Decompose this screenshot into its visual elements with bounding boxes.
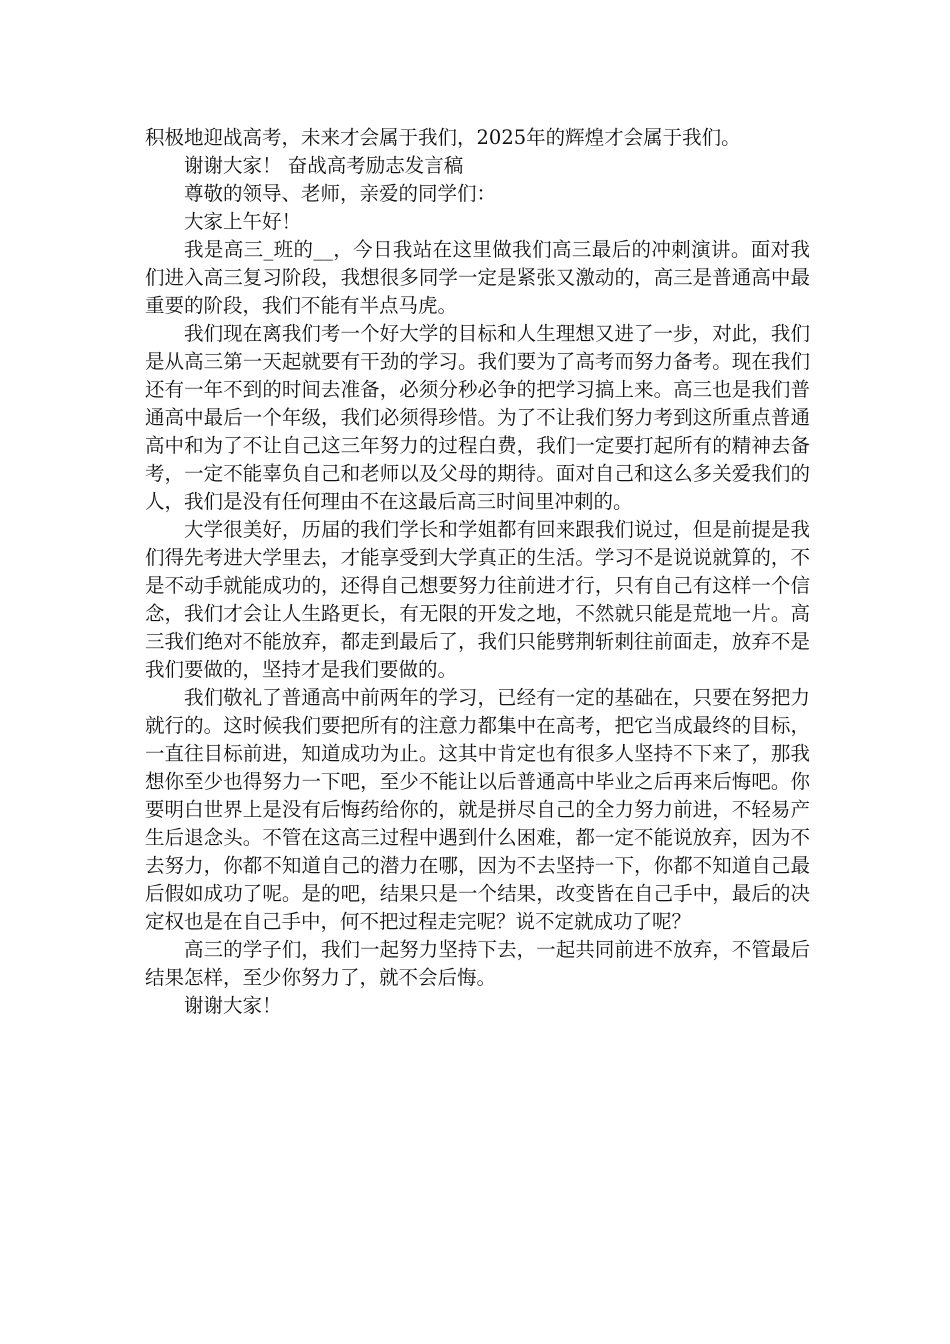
salutation: 尊敬的领导、老师，亲爱的同学们： (184, 182, 497, 205)
document-body (145, 124, 810, 1020)
greeting: 大家上午好！ (184, 210, 302, 233)
closing: 谢谢大家！ (184, 994, 282, 1017)
paragraph: 积极地迎战高考，未来才会属于我们，2025年的辉煌才会属于我们。 (145, 126, 741, 149)
paragraph: 谢谢大家！ 奋战高考励志发言稿 (184, 154, 464, 177)
paragraph: 我们现在离我们考一个好大学的目标和人生理想又进了一步，对此，我们是从高三第一天起就要有干劲的学习。我们要为了高考而努力备考。现在我们还有一年不到的时间去准备，必须分秒必争的把学习搞上来。高三也是我们普通高中最后一个年级，我们必须得珍惜。为了不让我们努力考到这所重点普通高中和为了不让自己这三年努力的过程白费，我们一定要打起所有的精神去备考，一定不能辜负自己和老师以及父母的期待。面对自己和这么多关爱我们的人，我们是没有任何理由不在这最后高三时间里冲刺的。 (145, 322, 810, 513)
paragraph: 高三的学子们，我们一起努力坚持下去，一起共同前进不放弃，不管最后结果怎样，至少你努力了，就不会后悔。 (145, 938, 810, 989)
paragraph: 我是高三_班的__，今日我站在这里做我们高三最后的冲刺演讲。面对我们进入高三复习阶段，我想很多同学一定是紧张又激动的，高三是普通高中最重要的阶段，我们不能有半点马虎。 (145, 238, 810, 317)
paragraph: 我们敬礼了普通高中前两年的学习，已经有一定的基础在，只要在努把力就行的。这时候我们要把所有的注意力都集中在高考，把它当成最终的目标，一直往目标前进，知道成功为止。这其中肯定也有很多人坚持不下来了，那我想你至少也得努力一下吧，至少不能让以后普通高中毕业之后再来后悔吧。你要明白世界上是没有后悔药给你的，就是拼尽自己的全力努力前进，不轻易产生后退念头。不管在这高三过程中遇到什么困难，都一定不能说放弃，因为不去努力，你都不知道自己的潜力在哪，因为不去坚持一下，你都不知道自己最后假如成功了呢。是的吧，结果只是一个结果，改变皆在自己手中，最后的决定权也是在自己手中，何不把过程走完呢？说不定就成功了呢？ (145, 686, 810, 933)
paragraph: 大学很美好，历届的我们学长和学姐都有回来跟我们说过，但是前提是我们得先考进大学里去，才能享受到大学真正的生活。学习不是说说就算的，不是不动手就能成功的，还得自己想要努力往前进才行，只有自己有这样一个信念，我们才会让人生路更长，有无限的开发之地，不然就只能是荒地一片。高三我们绝对不能放弃，都走到最后了，我们只能劈荆斩刺往前面走，放弃不是我们要做的，坚持才是我们要做的。 (145, 518, 810, 681)
